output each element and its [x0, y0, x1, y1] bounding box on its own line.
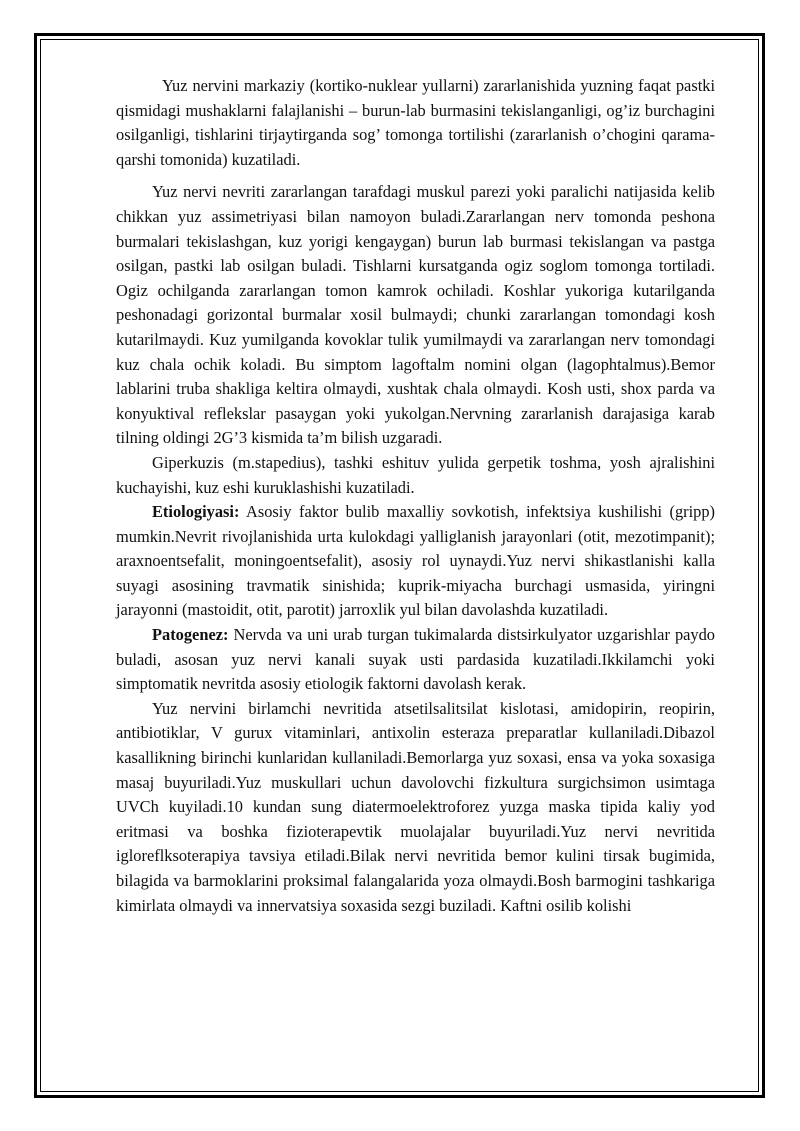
paragraph-text: Yuz nervi nevriti zararlangan tarafdagi muskul parezi yoki paralichi natijasida kelib chikkan yuz assimetriyasi bilan namoyon buladi.Zararlangan nerv tomonda peshona burmalari tekislashgan, kuz yorigi kengaygan) burun lab burmasi tekislangan va pastga osilgan, pastki lab osilgan buladi. Tishlarni kursatganda ogiz soglom tomonga tortiladi. Ogiz ochilganda zararlangan tomon kamrok ochiladi. Koshlar yukoriga kutarilganda peshonadagi gorizontal burmalar xosil bulmaydi; chunki zararlangan tomondagi kosh kutarilmaydi. Kuz yumilganda kovoklar tulik yumilmaydi va zararlangan nerv tomondagi kuz chala ochik koladi. Bu simptom lagoftalm nomini olgan (lagophtalmus).Bemor lablarini truba shakliga keltira olmaydi, xushtak chala olmaydi. Kosh usti, shox parda va konyuktival reflekslar pasaygan yoki yukolgan.Nervning zararlanish darajasiga karab tilning oldingi 2G’3 kismida ta’m bilish uzgaradi. — [116, 182, 715, 448]
paragraph-text: Nervda va uni urab turgan tukimalarda distsirkulyator uzgarishlar paydo buladi, asosan yuz nervi kanali suyak usti pardasida kuzatiladi.Ikkilamchi yoki simptomatik nevritda asosiy etiologik faktorni davolash kerak. — [116, 625, 715, 694]
paragraph-text: Yuz nervini birlamchi nevritida atsetilsalitsilat kislotasi, amidopirin, reopirin, antibiotiklar, V gurux vitaminlari, antixolin esteraza preparatlar kullaniladi.Dibazol kasallikning birinchi kunlaridan kullaniladi.Bemorlarga yuz soxasi, ensa va yoka soxasiga masaj buyuriladi.Yuz muskullari uchun davolovchi fizkultura surgichsimon usimtaga UVCh kuyiladi.10 kundan sung diatermoelektroforez yuzga maska tipida kaliy yod eritmasi va boshka fizioterapevtik muolajalar buyuriladi.Yuz nervi nevritida igloreflksoterapiya tavsiya etiladi.Bilak nervi nevritida bemor kulini tirsak bugimida, bilagida va barmoklarini proksimal falangalarida yoza olmaydi.Bosh barmogini tashkariga kimirlata olmaydi va innervatsiya soxasida sezgi buziladi. Kaftni osilib kolishi — [116, 698, 715, 915]
paragraph-pathogenesis — [116, 623, 715, 697]
document-body — [116, 74, 715, 918]
paragraph-etiology — [116, 500, 715, 623]
paragraph-central-lesion — [116, 74, 715, 172]
pathogenesis-heading: Patogenez: — [152, 625, 229, 645]
paragraph-text: Asosiy faktor bulib maxalliy sovkotish, infektsiya kushilishi (gripp) mumkin.Nevrit rivojlanishida urta kulokdagi yalliglanish jarayonlari (otit, mezotimpanit); araxnoentsefalit, moningoentsefalit), asosiy rol uynaydi.Yuz nervi shikastlanishi kalla suyagi asosining travmatik sinishida; kuprik-miyacha burchagi usmasida, yiringni jarayonni (mastoidit, otit, parotit) jarroxlik yul bilan davolashda kuzatiladi. — [116, 502, 715, 620]
paragraph-hyperacusis — [116, 451, 715, 500]
paragraph-text: Yuz nervini markaziy (kortiko-nuklear yullarni) zararlanishida yuzning faqat pastki qismidagi mushaklarni falajlanishi – burun-lab burmasini tekislanganligi, og’iz burchagini osilganligi, tishlarini tirjaytirganda sog’ tomonga tortilishi (zararlanish o’chogini qarama-qarshi tomonida) kuzatiladi. — [116, 76, 715, 169]
paragraph-treatment — [116, 697, 715, 918]
etiology-heading: Etiologiyasi: — [152, 502, 240, 522]
paragraph-text: Giperkuzis (m.stapedius), tashki eshituv yulida gerpetik toshma, yosh ajralishini kuchayishi, kuz eshi kuruklashishi kuzatiladi. — [116, 452, 715, 497]
paragraph-neuritis-symptoms — [116, 180, 715, 451]
